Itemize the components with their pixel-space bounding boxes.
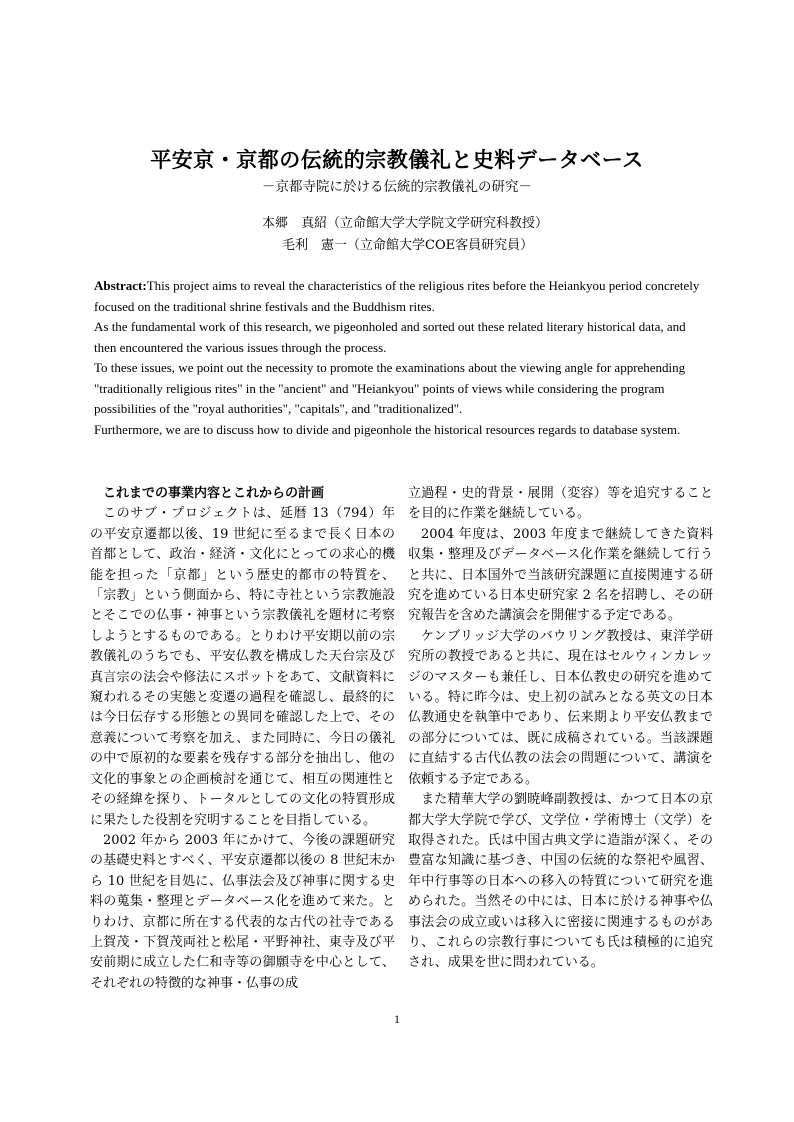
abstract-paragraph xyxy=(94,276,710,317)
body-paragraph: 2002 年から 2003 年にかけて、今後の課題研究の基礎史料とすべく、平安京遷都以後の 8 世紀末から 10 世紀を目処に、仏事法会及び神事に関する史料の蒐集・整理とデータベース化を進めて来た。とりわけ、京都に所在する代表的な古代の社寺である上賀茂・下賀茂両社と松尾・平野神社、東寺及び平安前期に成立した仁和寺等の御願寺を中心として、それぞれの特徴的な神事・仏事の成 xyxy=(90,832,395,991)
body-paragraph: ケンブリッジ大学のバウリング教授は、東洋学研究所の教授であると共に、現在はセルウィンカレッジのマスターも兼任し、日本仏教史の研究を進めている。特に昨今は、史上初の試みとなる英文の日本仏教通史を執筆中であり、伝来期より平安仏教までの部分については、既に成稿されている。当該課題に直結する古代仏教の法会の問題について、講演を依頼する予定である。 xyxy=(408,628,713,787)
author-line: 毛利 憲一（立命館大学COE客員研究員） xyxy=(282,238,534,253)
paper-title: 平安京・京都の伝統的宗教儀礼と史料データベース xyxy=(150,147,644,172)
paper-subtitle: －京都寺院に於ける伝統的宗教儀礼の研究－ xyxy=(262,179,532,195)
body-paragraph: また精華大学の劉暁峰副教授は、かつて日本の京都大学大学院で学び、文学位・学術博士（文学）を取得された。氏は中国古典文学に造詣が深く、その豊富な知識に基づき、中国の伝統的な祭祀や風習、年中行事等の日本への移入の特質について研究を進められた。当然その中には、日本に於ける神事や仏事法会の成立或いは移入に密接に関連するものがあり、これらの宗教行事についても氏は積極的に追究され、成果を世に問われている。 xyxy=(408,792,713,971)
author-line: 本郷 真紹（立命館大学大学院文学研究科教授） xyxy=(262,216,549,231)
abstract-sentence: This project aims to reveal the characteristics of the religious rites before the Heiankyou period concretely focused on the traditional shrine festivals and the Buddhism rites. xyxy=(94,278,700,314)
body-paragraph: 2004 年度は、2003 年度まで継続してきた資料収集・整理及びデータベース化作業を継続して行うと共に、日本国外で当該研究課題に直接関連する研究を進めている日本史研究家 2 名を招聘し、その研究報告を含めた講演会を開催する予定である。 xyxy=(408,526,713,624)
abstract-paragraph: As the fundamental work of this research, we pigeonholed and sorted out these related literary historical data, and then encountered the various issues through the process. xyxy=(94,319,686,355)
page-number: 1 xyxy=(394,1012,400,1026)
abstract xyxy=(94,276,710,440)
abstract-paragraph: Furthermore, we are to discuss how to divide and pigeonhole the historical resources regards to database system. xyxy=(94,421,681,437)
body-column-left xyxy=(90,484,395,994)
body-column-right xyxy=(408,484,713,974)
abstract-label: Abstract: xyxy=(94,278,147,293)
body-paragraph: このサブ・プロジェクトは、延暦 13（794）年の平安京遷都以後、19 世紀に至るまで長く日本の首都として、政治・経済・文化にとっての求心的機能を担った「京都」という歴史的都市の特質を、「宗教」という側面から、特に寺社という宗教施設とそこでの仏事・神事という宗教儀礼を題材に考察しようとするものである。とりわけ平安期以前の宗教儀礼のうちでも、平安仏教を構成した天台宗及び真言宗の法会や修法にスポットをあて、文献資料に窺われるその実態と変遷の過程を確認し、最終的には今日伝存する形態との異同を確認した上で、その意義について考察を加え、また同時に、今日の儀礼の中で原初的な要素を残存する部分を抽出し、他の文化的事象との企画検討を通じて、相互の関連性とその経緯を探り、トータルとしての文化の特質形成に果たした役割を究明することを目指している。 xyxy=(90,506,395,828)
section-heading: これまでの事業内容とこれからの計画 xyxy=(103,486,325,501)
body-paragraph-continued: 立過程・史的背景・展開（変容）等を追究することを目的に作業を継続している。 xyxy=(408,486,713,522)
author-list xyxy=(262,213,602,257)
abstract-paragraph: To these issues, we point out the necessity to promote the examinations about the viewing angle for apprehending "traditionally religious rites" in the "ancient" and "Heiankyou" points of views while considering the program possibilities of the "royal authorities", "capitals", and "traditionalized". xyxy=(94,360,686,416)
